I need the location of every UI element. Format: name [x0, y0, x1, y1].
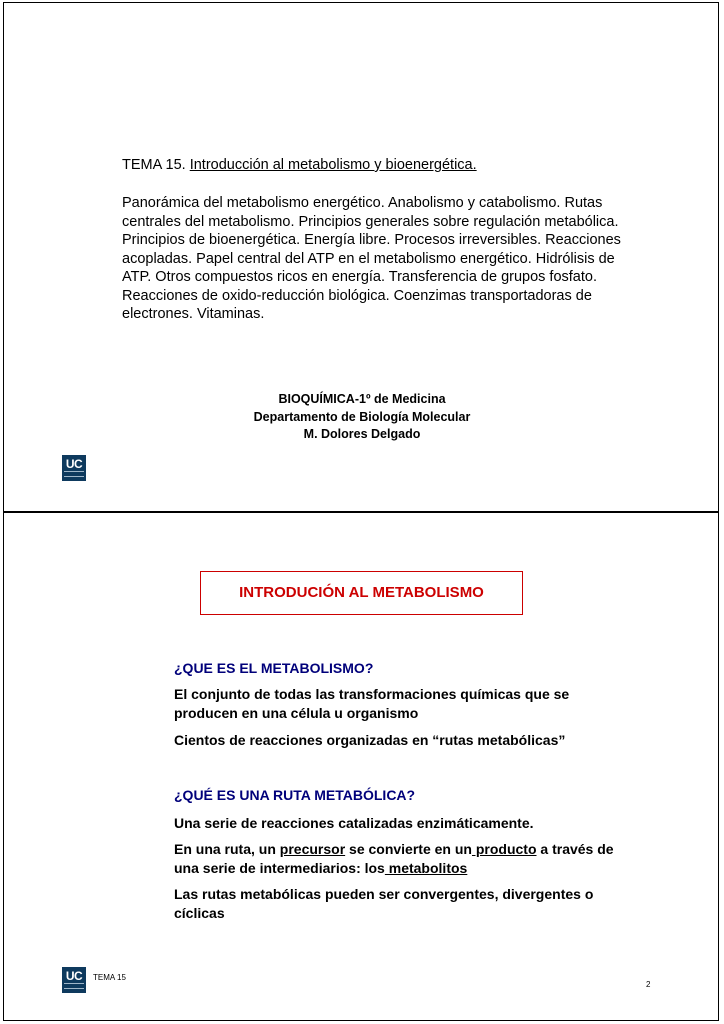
credits	[4, 391, 720, 444]
uc-logo	[62, 967, 86, 993]
author-name: M. Dolores Delgado	[303, 427, 421, 441]
tema-heading	[122, 157, 477, 173]
tema-summary: Panorámica del metabolismo energético. Anabolismo y catabolismo. Rutas centrales del metabolismo. Principios generales sobre regulación metabólica. Principios de bioenergética. Energía libre. Procesos irreversibles. Reacciones acopladas. Papel central del ATP en el metabolismo energético. Hidrólisis de ATP. Otros compuestos ricos en energía. Transferencia de grupos fosfato. Reacciones de oxido-reducción biológica. Coenzimas transportadoras de electrones. Vitaminas.	[122, 195, 621, 322]
department-name: Departamento de Biología Molecular	[253, 409, 471, 424]
answer-metabolismo-definition: El conjunto de todas las transformaciones químicas que se producen en una célula u organismo	[174, 686, 570, 721]
term-metabolitos: metabolitos	[384, 859, 468, 876]
tema-prefix: TEMA 15.	[122, 157, 186, 173]
slide-title-box	[200, 571, 523, 615]
slide-title: INTRODUCIÓN AL METABOLISMO	[239, 584, 484, 601]
tema-title: Introducción al metabolismo y bioenergética.	[189, 157, 477, 173]
uc-logo-letters: UC	[65, 969, 83, 983]
term-precursor: precursor	[279, 841, 346, 857]
page-number: 2	[646, 980, 651, 989]
answer-metabolismo-rutas: Cientos de reacciones organizadas en “rutas metabólicas”	[174, 732, 566, 748]
uc-logo	[62, 455, 86, 481]
slide-1	[3, 2, 719, 512]
footer-label: TEMA 15	[93, 973, 126, 982]
question-ruta-metabolica: ¿QUÉ ES UNA RUTA METABÓLICA?	[174, 787, 416, 803]
answer-ruta-tipos: Las rutas metabólicas pueden ser convergentes, divergentes o cíclicas	[174, 886, 594, 921]
answer-ruta-serie: Una serie de reacciones catalizadas enzimáticamente.	[174, 815, 534, 831]
term-producto: producto	[471, 841, 537, 857]
answer-ruta-precursor: En una ruta, un precursor se convierte en un producto a través de una serie de intermediarios: los metabolitos	[174, 841, 614, 876]
question-metabolismo: ¿QUE ES EL METABOLISMO?	[174, 660, 374, 676]
slide-2	[3, 512, 719, 1021]
uc-logo-letters: UC	[65, 457, 83, 471]
course-name: BIOQUÍMICA-1º de Medicina	[278, 392, 446, 406]
